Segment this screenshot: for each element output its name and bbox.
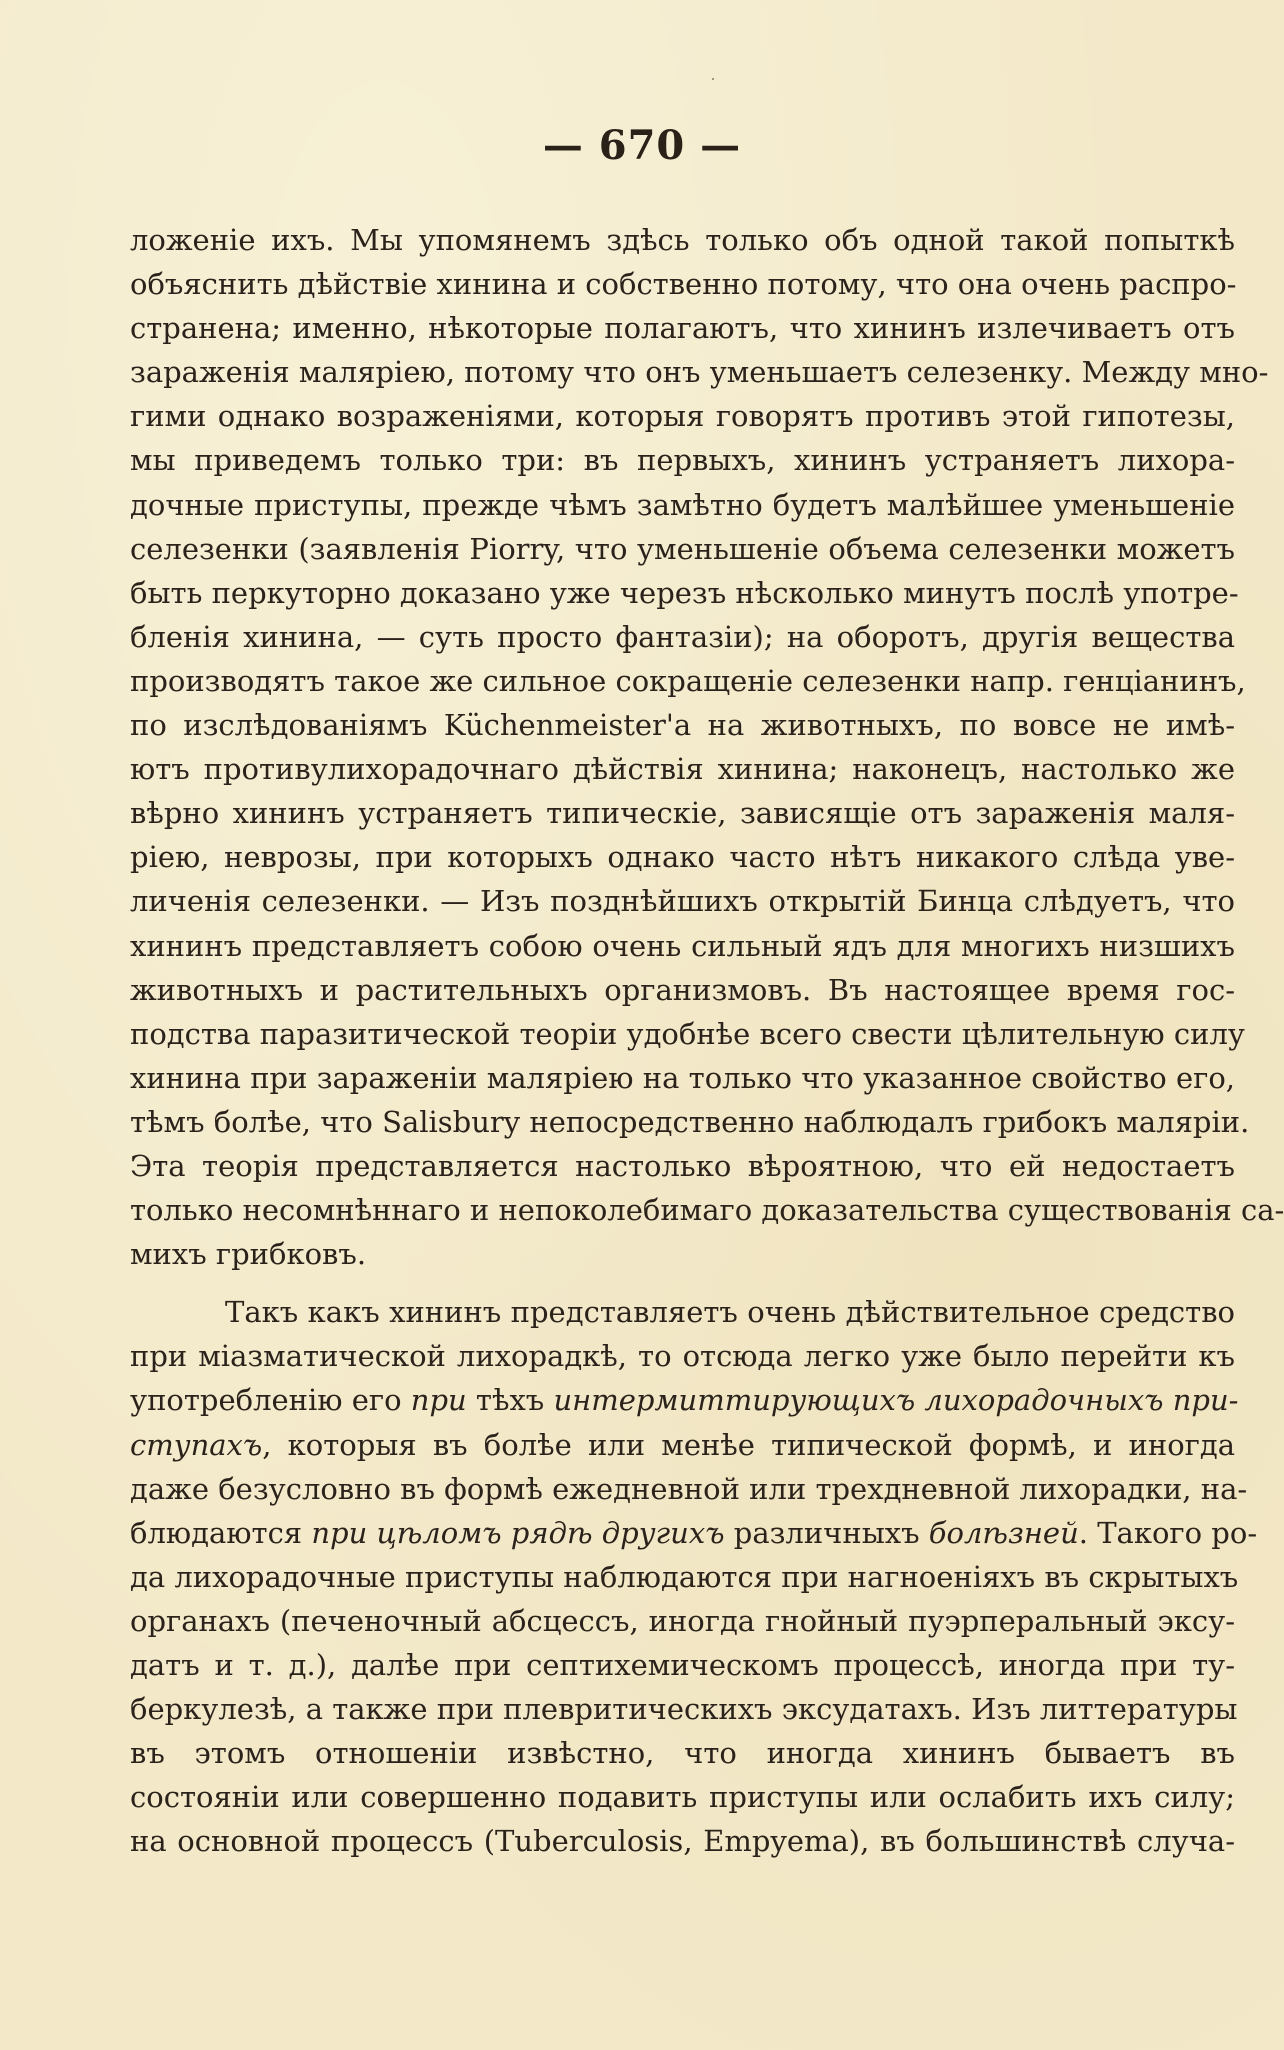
- text-line: органахъ (печеночный абсцессъ, иногда гнойный пуэрперальный эксу-: [130, 1603, 1235, 1638]
- text-run: тѣхъ: [466, 1383, 554, 1418]
- text-line: только несомнѣннаго и непоколебимаго доказательства существованія са-: [130, 1193, 1284, 1228]
- text-line: гими однако возраженіями, которыя говорятъ противъ этой гипотезы,: [130, 399, 1235, 434]
- paragraph-1: [130, 218, 1284, 1276]
- text-line: ютъ противулихорадочнаго дѣйствія хинина; наконецъ, настолько же: [130, 752, 1235, 787]
- text-line: селезенки (заявленія Piorry, что уменьшеніе объема селезенки можетъ: [130, 531, 1235, 566]
- text-line: объяснить дѣйствіе хинина и собственно потому, что она очень распро-: [130, 267, 1237, 302]
- text-line: Эта теорія представляется настолько вѣроятною, что ей недостаетъ: [130, 1148, 1235, 1183]
- text-line: хининъ представляетъ собою очень сильный ядъ для многихъ низшихъ: [130, 928, 1235, 963]
- text-line: состояніи или совершенно подавить приступы или ослабить ихъ силу;: [130, 1780, 1235, 1815]
- text-line: бленія хинина, — суть просто фантазіи); на оборотъ, другія вещества: [130, 619, 1235, 654]
- text-line: хинина при зараженіи маляріею на только что указанное свойство его,: [130, 1060, 1235, 1095]
- text-line: Такъ какъ хининъ представляетъ очень дѣйствительное средство: [225, 1295, 1235, 1330]
- italic-run: болѣзней: [928, 1515, 1079, 1550]
- text-line: на основной процессъ (Tuberculosis, Empyema), въ большинствѣ случа-: [130, 1824, 1235, 1859]
- text-line: животныхъ и растительныхъ организмовъ. Въ настоящее время гос-: [130, 972, 1235, 1007]
- text-line: подства паразитической теоріи удобнѣе всего свести цѣлительную силу: [130, 1016, 1245, 1051]
- body-text: [130, 218, 1284, 1863]
- paragraph-2: [130, 1290, 1258, 1863]
- text-line: при міазматической лихорадкѣ, то отсюда легко уже было перейти къ: [130, 1339, 1235, 1374]
- text-line: странена; именно, нѣкоторые полагаютъ, что хининъ излечиваетъ отъ: [130, 311, 1235, 346]
- text-line: да лихорадочные приступы наблюдаются при нагноеніяхъ въ скрытыхъ: [130, 1559, 1239, 1594]
- paper-speck: [712, 78, 714, 80]
- text-line: по изслѣдованіямъ Küchenmeister'а на животныхъ, по вовсе не имѣ-: [130, 708, 1235, 743]
- text-line: быть перкуторно доказано уже черезъ нѣсколько минутъ послѣ употре-: [130, 575, 1239, 610]
- text-line: вѣрно хининъ устраняетъ типическіе, зависящіе отъ зараженія маля-: [130, 796, 1235, 831]
- text-line: тѣмъ болѣе, что Salisbury непосредственно наблюдалъ грибокъ маляріи.: [130, 1104, 1250, 1139]
- text-line: [130, 1511, 1258, 1555]
- text-line: въ этомъ отношеніи извѣстно, что иногда хининъ бываетъ въ: [130, 1736, 1235, 1771]
- text-line: ложеніе ихъ. Мы упомянемъ здѣсь только объ одной такой попыткѣ: [130, 223, 1235, 257]
- text-run: различныхъ: [724, 1515, 929, 1550]
- text-line: ріею, неврозы, при которыхъ однако часто нѣтъ никакого слѣда уве-: [130, 840, 1235, 875]
- italic-run: при: [410, 1383, 467, 1418]
- text-run: употребленію его: [130, 1383, 411, 1418]
- italic-run: ступахъ: [130, 1427, 263, 1462]
- italic-run: интермиттирующихъ лихорадочныхъ при-: [553, 1383, 1239, 1418]
- text-line: [130, 1423, 1235, 1467]
- text-line: беркулезѣ, а также при плевритическихъ эксудатахъ. Изъ литтературы: [130, 1692, 1238, 1727]
- page-number: — 670 —: [542, 122, 742, 169]
- text-run: . Такого ро-: [1078, 1515, 1258, 1550]
- text-line: зараженія маляріею, потому что онъ уменьшаетъ селезенку. Между мно-: [130, 355, 1269, 390]
- text-run: блюдаются: [130, 1515, 312, 1550]
- text-line: личенія селезенки. — Изъ позднѣйшихъ открытій Бинца слѣдуетъ, что: [130, 884, 1235, 919]
- italic-run: при цѣломъ рядѣ другихъ: [311, 1515, 725, 1550]
- text-line: производятъ такое же сильное сокращеніе селезенки напр. генціанинъ,: [130, 663, 1246, 698]
- text-line: [130, 1378, 1239, 1422]
- paragraph-gap: [130, 1276, 1235, 1290]
- text-line: михъ грибковъ.: [130, 1237, 367, 1272]
- text-line: мы приведемъ только три: въ первыхъ, хининъ устраняетъ лихора-: [130, 443, 1235, 478]
- text-line: даже безусловно въ формѣ ежедневной или трехдневной лихорадки, на-: [130, 1471, 1248, 1506]
- text-run: , которыя въ болѣе или менѣе типической формѣ, и иногда: [262, 1427, 1235, 1462]
- text-line: датъ и т. д.), далѣе при септихемическомъ процессѣ, иногда при ту-: [130, 1648, 1235, 1682]
- text-line: дочные приступы, прежде чѣмъ замѣтно будетъ малѣйшее уменьшеніе: [130, 487, 1235, 522]
